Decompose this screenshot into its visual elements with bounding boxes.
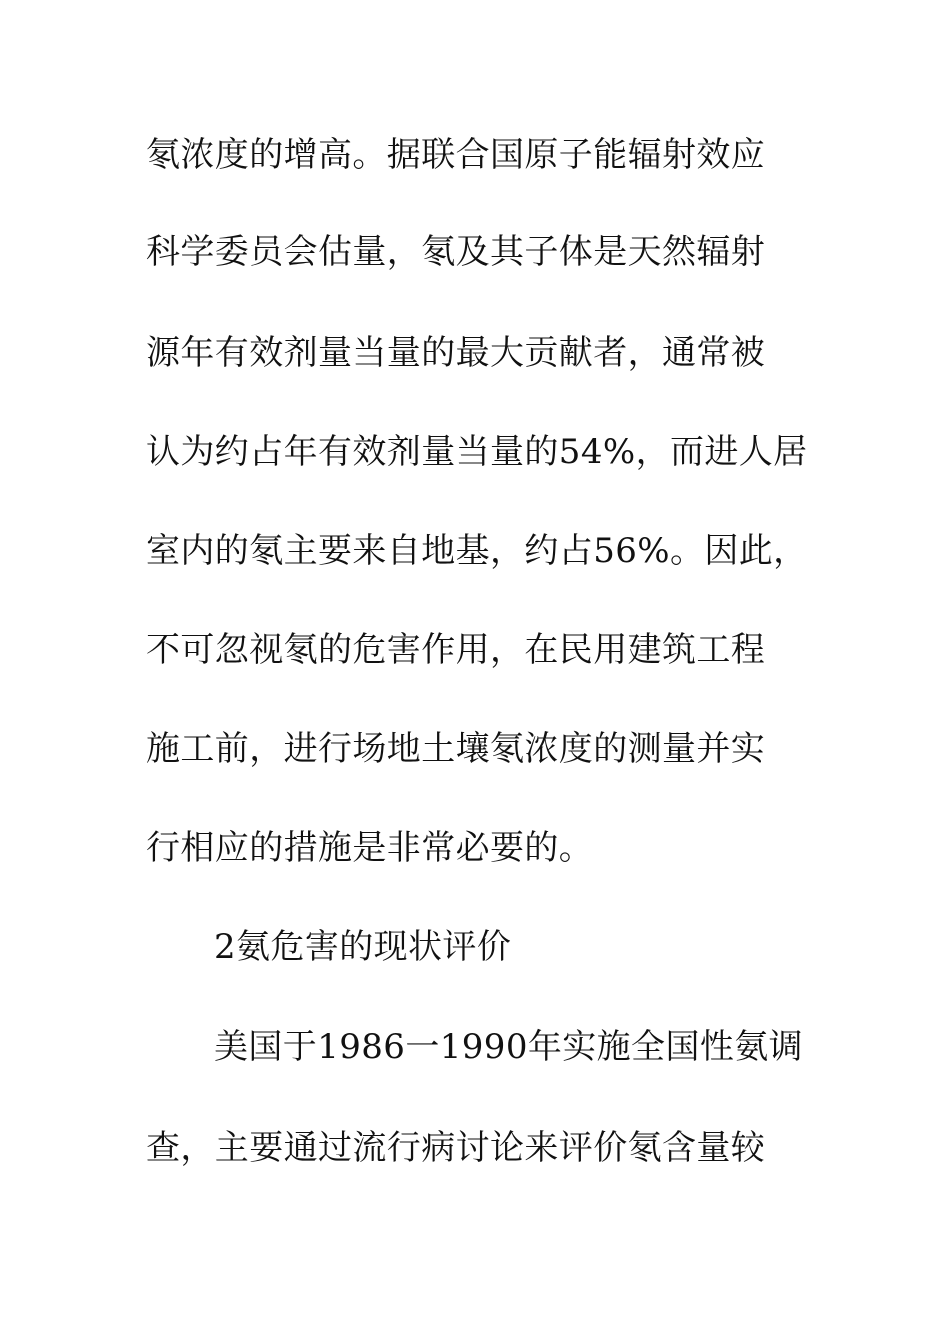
section-heading: 2氨危害的现状评价 xyxy=(214,927,512,967)
body-text-line: 不可忽视氡的危害作用，在民用建筑工程 xyxy=(146,630,766,670)
body-text-line: 认为约占年有效剂量当量的54%，而进人居 xyxy=(146,432,808,472)
body-text-line: 源年有效剂量当量的最大贡献者，通常被 xyxy=(146,333,766,373)
body-text-line: 科学委员会估量，氡及其子体是天然辐射 xyxy=(146,232,766,272)
body-text-line: 美国于1986一1990年实施全国性氨调 xyxy=(214,1027,804,1067)
body-text-line: 查，主要通过流行病讨论来评价氡含量较 xyxy=(146,1128,766,1168)
body-text-line: 氡浓度的增高。据联合国原子能辐射效应 xyxy=(146,135,766,175)
body-text-line: 室内的氡主要来自地基，约占56%。因此， xyxy=(146,531,808,571)
body-text-line: 行相应的措施是非常必要的。 xyxy=(146,828,594,868)
body-text-line: 施工前，进行场地土壤氡浓度的测量并实 xyxy=(146,729,766,769)
